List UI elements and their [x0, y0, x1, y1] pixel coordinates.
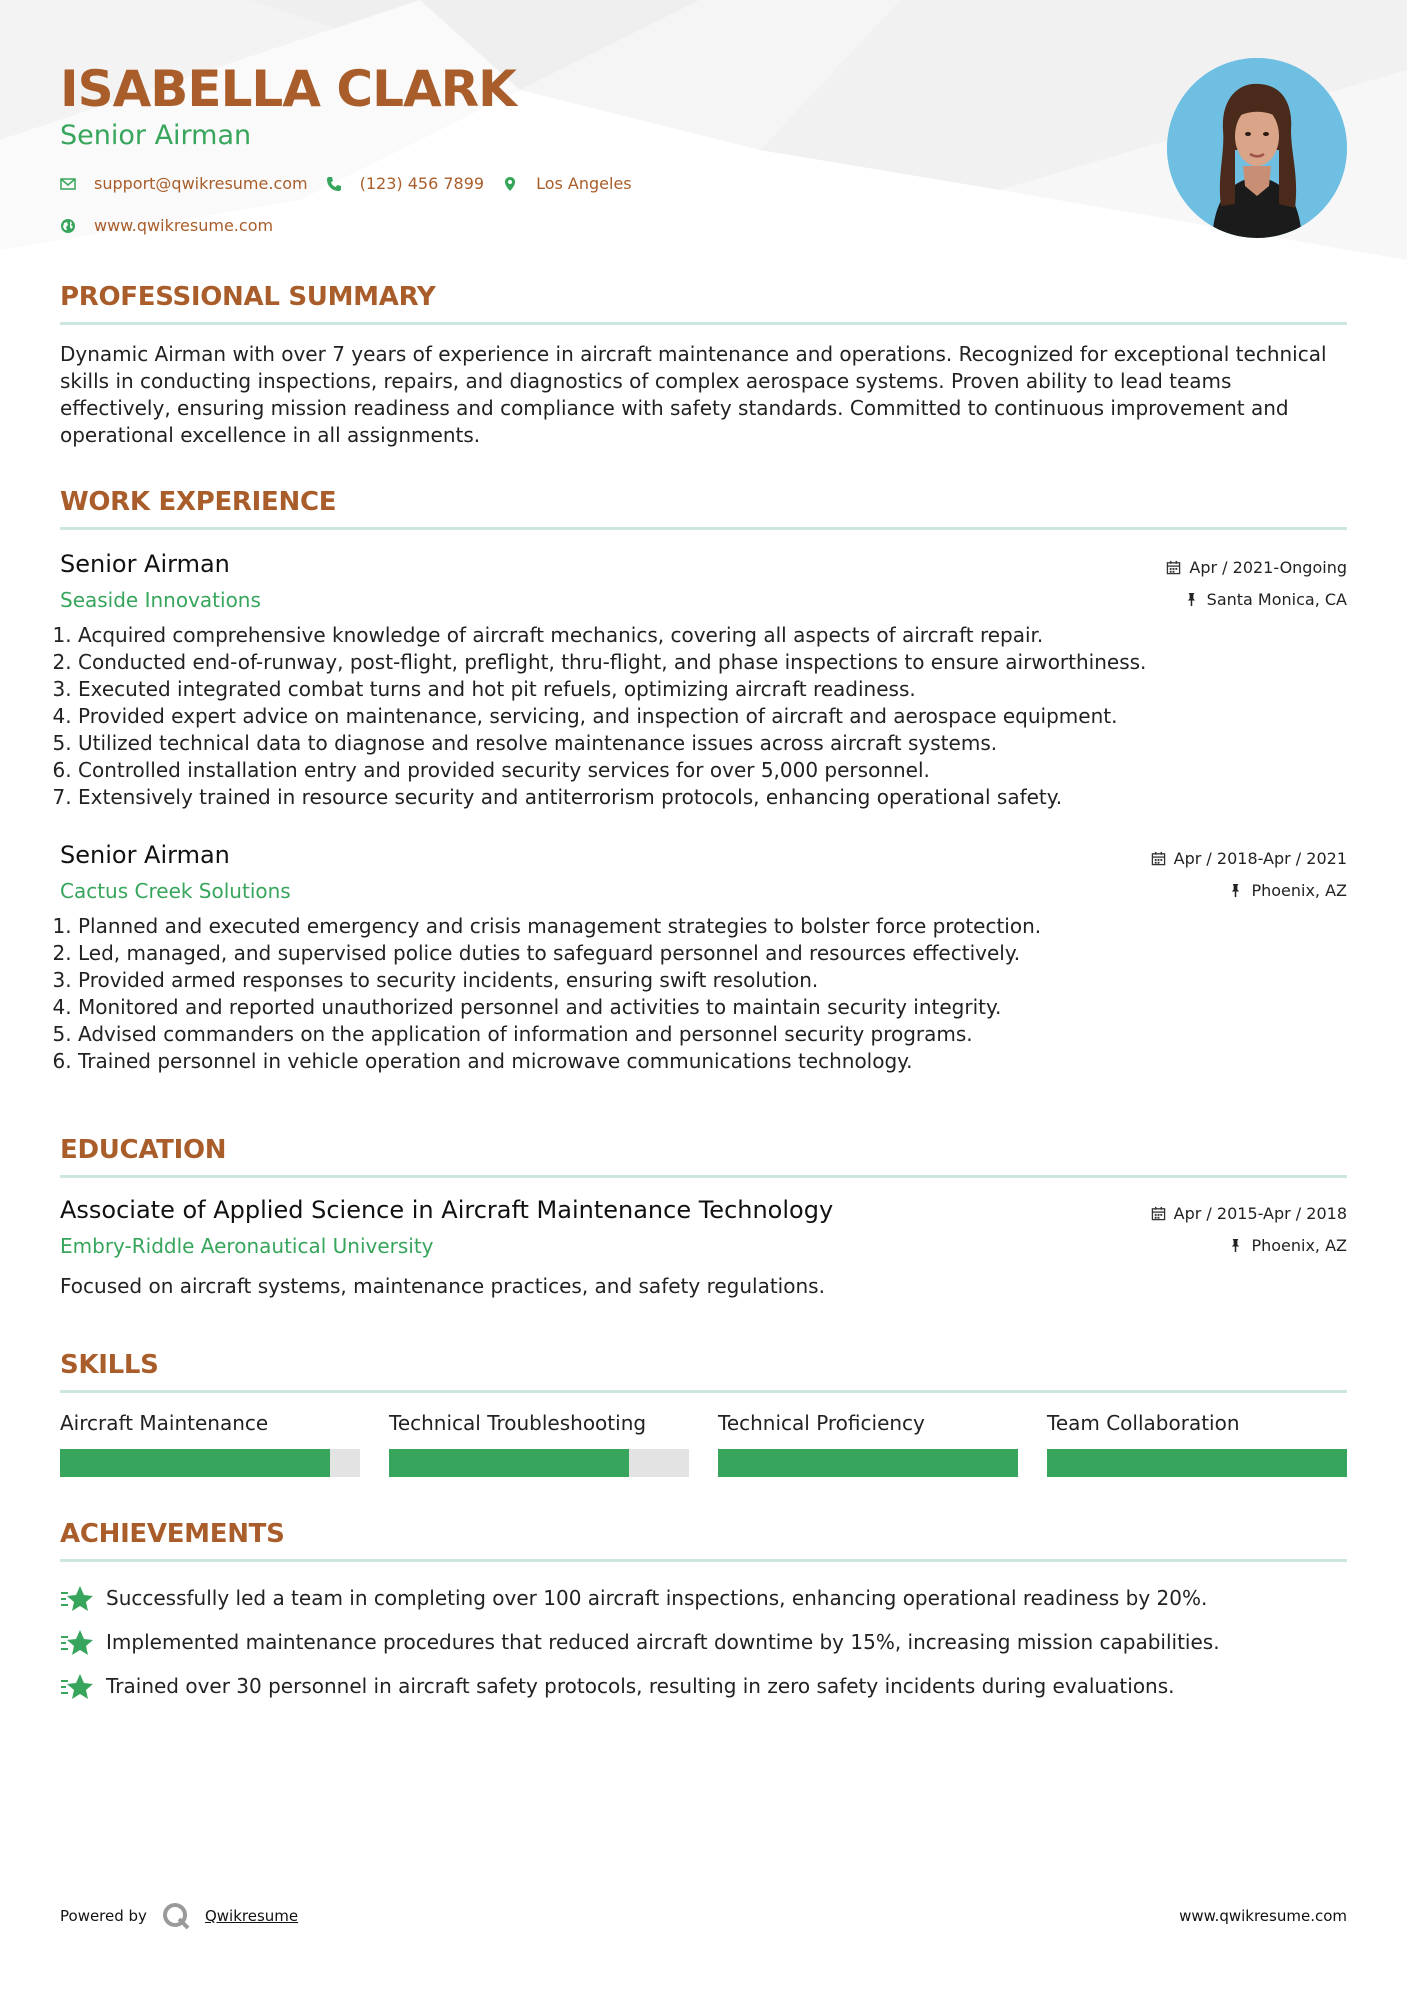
candidate-title: Senior Airman	[60, 120, 252, 151]
job-entry	[60, 841, 1347, 1075]
experience-section	[60, 487, 1347, 1075]
duty-item: 2. Conducted end-of-runway, post-flight, preflight, thru-flight, and phase inspections to ensure airworthiness.	[78, 649, 1347, 676]
contact-location	[502, 174, 632, 193]
skill-level-fill	[718, 1449, 1018, 1477]
education-date-text: Apr / 2015-Apr / 2018	[1173, 1204, 1347, 1223]
summary-text: Dynamic Airman with over 7 years of experience in aircraft maintenance and operations. Recognized for exceptional technical skills in conducting inspections, repairs, and diagnostics of complex aerospace systems. Proven ability to lead teams effectively, ensuring mission readiness and compliance with safety standards. Committed to continuous improvement and operational excellence in all assignments.	[60, 342, 1327, 447]
contact-row	[60, 174, 650, 193]
duty-item: 1. Acquired comprehensive knowledge of aircraft mechanics, covering all aspects of aircraft repair.	[78, 622, 1347, 649]
education-location	[1228, 1236, 1347, 1255]
duty-item: 5. Utilized technical data to diagnose and resolve maintenance issues across aircraft systems.	[78, 730, 1347, 757]
pushpin-icon	[1184, 592, 1199, 607]
job-duties	[60, 622, 1347, 811]
phone-icon	[326, 176, 342, 192]
achievement-item	[60, 1620, 1347, 1664]
envelope-icon	[60, 176, 76, 192]
skill-item	[1047, 1411, 1347, 1477]
job-role: Senior Airman	[60, 550, 230, 578]
footer-website[interactable]: www.qwikresume.com	[1179, 1907, 1347, 1925]
job-location	[1228, 881, 1347, 900]
duty-item: 6. Trained personnel in vehicle operation and microwave communications technology.	[78, 1048, 1347, 1075]
duty-item: 7. Extensively trained in resource security and antiterrorism protocols, enhancing operational safety.	[78, 784, 1347, 811]
contact-phone[interactable]	[326, 174, 484, 193]
contact-email[interactable]	[60, 174, 308, 193]
contact-row-website	[60, 216, 291, 235]
skill-name: Technical Troubleshooting	[389, 1411, 647, 1435]
summary-section	[60, 282, 1347, 449]
profile-photo	[1167, 58, 1347, 238]
page-footer	[60, 1896, 1347, 1936]
star-icon	[60, 1628, 94, 1656]
achievement-text: Implemented maintenance procedures that reduced aircraft downtime by 15%, increasing mission capabilities.	[106, 1630, 1220, 1654]
education-location-text: Phoenix, AZ	[1251, 1236, 1347, 1255]
pushpin-icon	[1228, 1238, 1243, 1253]
achievement-text: Trained over 30 personnel in aircraft safety protocols, resulting in zero safety incidents during evaluations.	[106, 1674, 1175, 1698]
job-location-text: Santa Monica, CA	[1206, 590, 1347, 609]
skill-name: Team Collaboration	[1047, 1411, 1240, 1435]
education-entry	[60, 1196, 1347, 1298]
job-date	[1151, 849, 1347, 868]
qwikresume-link[interactable]: Qwikresume	[204, 1907, 299, 1925]
duty-item: 2. Led, managed, and supervised police duties to safeguard personnel and resources effectively.	[78, 940, 1347, 967]
education-description: Focused on aircraft systems, maintenance practices, and safety regulations.	[60, 1274, 825, 1298]
skill-item	[60, 1411, 360, 1477]
job-role: Senior Airman	[60, 841, 230, 869]
duty-item: 1. Planned and executed emergency and crisis management strategies to bolster force protection.	[78, 913, 1347, 940]
job-company: Cactus Creek Solutions	[60, 879, 291, 903]
skill-name: Aircraft Maintenance	[60, 1411, 269, 1435]
achievement-item	[60, 1664, 1347, 1708]
profile-portrait-illustration	[1167, 58, 1347, 238]
pushpin-icon	[1228, 883, 1243, 898]
skill-level-bar	[1047, 1449, 1347, 1477]
skills-heading: SKILLS	[60, 1350, 1347, 1393]
website-text: www.qwikresume.com	[94, 216, 274, 235]
duty-item: 3. Executed integrated combat turns and hot pit refuels, optimizing aircraft readiness.	[78, 676, 1347, 703]
globe-icon	[60, 218, 76, 234]
skills-list	[60, 1411, 1347, 1477]
calendar-icon	[1151, 851, 1166, 866]
job-duties	[60, 913, 1347, 1075]
job-company: Seaside Innovations	[60, 588, 261, 612]
achievements-heading: ACHIEVEMENTS	[60, 1519, 1347, 1562]
candidate-name: ISABELLA CLARK	[60, 60, 516, 118]
job-date	[1166, 558, 1347, 577]
school-name: Embry-Riddle Aeronautical University	[60, 1234, 434, 1258]
education-heading: EDUCATION	[60, 1135, 1347, 1178]
job-entry	[60, 550, 1347, 811]
skill-level-fill	[389, 1449, 629, 1477]
job-date-text: Apr / 2021-Ongoing	[1189, 558, 1347, 577]
skill-level-bar	[718, 1449, 1018, 1477]
location-text: Los Angeles	[536, 174, 632, 193]
resume-header	[60, 0, 1347, 260]
contact-website[interactable]	[60, 216, 273, 235]
calendar-icon	[1151, 1206, 1166, 1221]
achievement-text: Successfully led a team in completing over 100 aircraft inspections, enhancing operational readiness by 20%.	[106, 1586, 1208, 1610]
star-icon	[60, 1584, 94, 1612]
powered-by-label: Powered by	[60, 1907, 147, 1925]
skill-level-bar	[389, 1449, 689, 1477]
achievement-item	[60, 1576, 1347, 1620]
duty-item: 4. Provided expert advice on maintenance, servicing, and inspection of aircraft and aerospace equipment.	[78, 703, 1347, 730]
experience-heading: WORK EXPERIENCE	[60, 487, 1347, 530]
job-location-text: Phoenix, AZ	[1251, 881, 1347, 900]
skill-name: Technical Proficiency	[718, 1411, 925, 1435]
skill-item	[389, 1411, 689, 1477]
qwikresume-logo-icon	[161, 1901, 191, 1931]
achievements-section	[60, 1519, 1347, 1708]
job-date-text: Apr / 2018-Apr / 2021	[1173, 849, 1347, 868]
star-icon	[60, 1672, 94, 1700]
job-location	[1184, 590, 1347, 609]
duty-item: 4. Monitored and reported unauthorized personnel and activities to maintain security integrity.	[78, 994, 1347, 1021]
education-date	[1151, 1204, 1347, 1223]
skill-item	[718, 1411, 1018, 1477]
duty-item: 3. Provided armed responses to security incidents, ensuring swift resolution.	[78, 967, 1347, 994]
duty-item: 6. Controlled installation entry and provided security services for over 5,000 personnel.	[78, 757, 1347, 784]
achievements-list	[60, 1576, 1347, 1708]
summary-heading: PROFESSIONAL SUMMARY	[60, 282, 1347, 325]
skill-level-bar	[60, 1449, 360, 1477]
skills-section	[60, 1350, 1347, 1477]
phone-text: (123) 456 7899	[359, 174, 485, 193]
map-pin-icon	[502, 176, 518, 192]
email-text: support@qwikresume.com	[94, 174, 308, 193]
duty-item: 5. Advised commanders on the application of information and personnel security programs.	[78, 1021, 1347, 1048]
skill-level-fill	[60, 1449, 330, 1477]
degree-title: Associate of Applied Science in Aircraft Maintenance Technology	[60, 1196, 834, 1224]
education-section	[60, 1135, 1347, 1298]
skill-level-fill	[1047, 1449, 1347, 1477]
calendar-icon	[1166, 560, 1181, 575]
